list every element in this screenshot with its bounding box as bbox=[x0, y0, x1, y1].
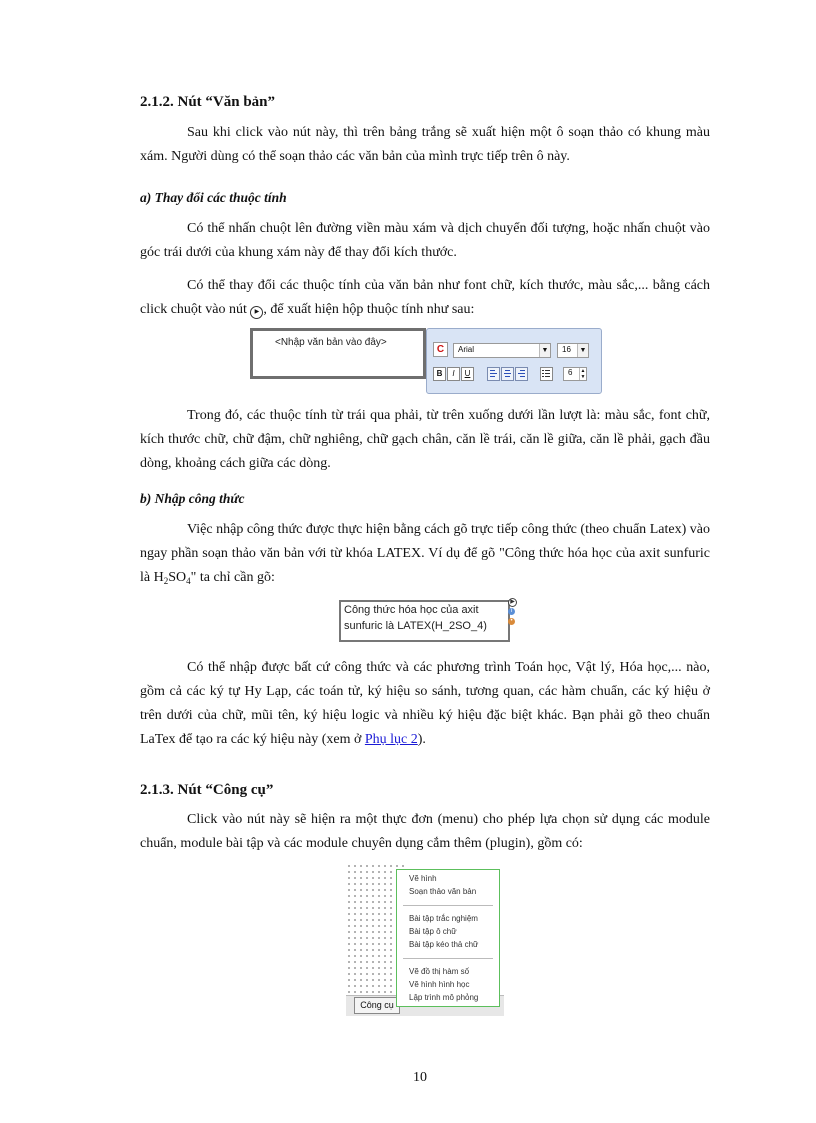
italic-button[interactable]: I bbox=[447, 367, 460, 381]
play-circle-icon: ▶ bbox=[250, 306, 263, 319]
menu-divider bbox=[403, 958, 493, 959]
text-span: , để xuất hiện hộp thuộc tính như sau: bbox=[263, 302, 475, 317]
settings-icon[interactable]: • bbox=[508, 618, 515, 625]
textbox-placeholder: <Nhập văn bản vào đây> bbox=[275, 337, 387, 348]
tools-menu-figure bbox=[346, 863, 504, 1018]
subheading-a: a) Thay đổi các thuộc tính bbox=[140, 190, 287, 205]
menu-item[interactable]: Bài tập trắc nghiệm bbox=[409, 914, 478, 923]
play-circle-icon[interactable]: ▶ bbox=[508, 598, 517, 607]
latex-text-box[interactable] bbox=[339, 600, 510, 642]
tools-button[interactable]: Công cụ bbox=[354, 997, 400, 1014]
paragraph-with-icon bbox=[140, 274, 710, 322]
paragraph: Trong đó, các thuộc tính từ trái qua phải, từ trên xuống dưới lần lượt là: màu sắc, font chữ, kích thước chữ, chữ đậm, chữ nghiêng, chữ gạch chân, căn lề trái, căn lề giữa, căn lề phải, gạch đầu dòng, khoảng cách giữa các dòng. bbox=[140, 408, 710, 471]
font-select[interactable] bbox=[453, 343, 551, 358]
align-left-icon[interactable] bbox=[487, 367, 500, 381]
menu-item[interactable]: Vẽ đồ thị hàm số bbox=[409, 967, 470, 976]
tools-menu bbox=[396, 869, 500, 1007]
paragraph: Có thể nhấn chuột lên đường viền màu xám và dịch chuyển đối tượng, hoặc nhấn chuột vào góc trái dưới của khung xám này để thay đổi kích thước. bbox=[140, 221, 710, 260]
subscript: 4 bbox=[186, 576, 191, 586]
text-span: ). bbox=[417, 732, 426, 747]
font-name: Arial bbox=[458, 345, 475, 354]
menu-item[interactable]: Bài tập ô chữ bbox=[409, 927, 457, 936]
text-span: SO bbox=[168, 570, 187, 585]
color-button[interactable]: C bbox=[433, 342, 448, 357]
chevron-down-icon[interactable]: ▼ bbox=[539, 344, 550, 357]
textbox-line: Công thức hóa học của axit bbox=[344, 604, 479, 616]
subheading-b: b) Nhập công thức bbox=[140, 491, 245, 506]
appendix-link[interactable]: Phụ lục 2 bbox=[364, 732, 418, 747]
menu-item[interactable]: Vẽ hình hình học bbox=[409, 980, 470, 989]
section-heading-2-1-2: 2.1.2. Nút “Văn bản” bbox=[140, 94, 276, 110]
paragraph-formula bbox=[140, 518, 710, 590]
underline-button[interactable]: U bbox=[461, 367, 474, 381]
font-size-value: 16 bbox=[562, 345, 571, 354]
paragraph-with-link bbox=[140, 656, 710, 752]
line-spacing-value: 6 bbox=[568, 368, 573, 377]
chevron-down-icon[interactable]: ▼ bbox=[577, 344, 588, 357]
textbox-line: sunfuric là LATEX(H_2SO_4) bbox=[344, 620, 487, 632]
line-spacing-input[interactable] bbox=[563, 367, 587, 381]
text-span: Có thể nhập được bất cứ công thức và các phương trình Toán học, Vật lý, Hóa học,... nào, gồm cả các ký tự Hy Lạp, các toán tử, ký hiệu so sánh, tương quan, các hàm chuẩn, các ký hiệu ở trên dưới của chữ, mũi tên, ký hiệu logic và nhiều ký hiệu đặc biệt khác. Bạn phải gõ theo chuẩn LaTex để tạo ra các ký hiệu này (xem ở bbox=[140, 660, 710, 747]
spinner-arrows-icon[interactable]: ▲ ▼ bbox=[580, 368, 586, 380]
menu-item[interactable]: Soạn thảo văn bản bbox=[409, 887, 477, 896]
text-editor-box[interactable] bbox=[250, 328, 426, 379]
menu-item[interactable]: Vẽ hình bbox=[409, 874, 437, 883]
section-heading-2-1-3: 2.1.3. Nút “Công cụ” bbox=[140, 782, 274, 798]
font-size-select[interactable] bbox=[557, 343, 589, 358]
menu-item[interactable]: Lập trình mô phỏng bbox=[409, 993, 479, 1002]
text-span: Có thể thay đổi các thuộc tính của văn bản như font chữ, kích thước, màu sắc,... bằng cách click chuột vào nút bbox=[140, 278, 710, 317]
subscript: 2 bbox=[163, 576, 169, 586]
align-center-icon[interactable] bbox=[501, 367, 514, 381]
text-span: " ta chỉ cần gõ: bbox=[190, 570, 275, 585]
paragraph: Sau khi click vào nút này, thì trên bảng trắng sẽ xuất hiện một ô soạn thảo có khung màu xám. Người dùng có thể soạn thảo các văn bản của mình trực tiếp trên ô này. bbox=[140, 125, 710, 164]
menu-divider bbox=[403, 905, 493, 906]
bold-button[interactable]: B bbox=[433, 367, 446, 381]
page-number: 10 bbox=[413, 1070, 427, 1085]
text-properties-panel bbox=[426, 328, 602, 394]
info-icon[interactable]: i bbox=[508, 608, 515, 615]
text-span: Việc nhập công thức được thực hiện bằng cách gõ trực tiếp công thức (theo chuẩn Latex) vào ngay phần soạn thảo văn bản với từ khóa LATEX. Ví dụ để gõ "Công thức hóa học của axit sunfuric là H bbox=[140, 522, 710, 585]
align-right-icon[interactable] bbox=[515, 367, 528, 381]
menu-item[interactable]: Bài tập kéo thả chữ bbox=[409, 940, 479, 949]
paragraph: Click vào nút này sẽ hiện ra một thực đơn (menu) cho phép lựa chọn sử dụng các module chuẩn, module bài tập và các module chuyên dụng cắm thêm (plugin), gồm có: bbox=[140, 812, 710, 851]
bullet-list-icon[interactable] bbox=[540, 367, 553, 381]
